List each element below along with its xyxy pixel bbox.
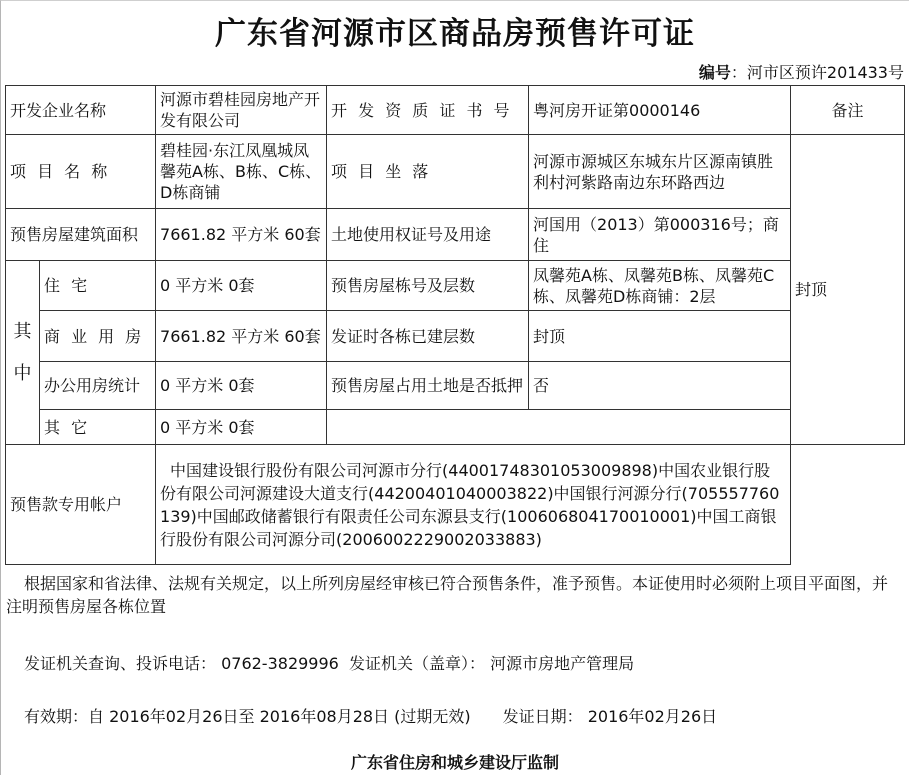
- account-value: 中国建设银行股份有限公司河源市分行(44001748301053009898)中国农业银行股份有限公司河源建设大道支行(44200401040003822)中国银行河源分行(705557760139)中国邮政储蓄银行有限责任公司东源县支行(100606804170010001)中国工商银行股份有限公司河源分司(2006002229002033883): [156, 445, 791, 565]
- of-which-text: 其中: [13, 320, 32, 384]
- building-no-label: 预售房屋栋号及层数: [327, 261, 529, 311]
- built-floors-value: 封顶: [529, 311, 791, 362]
- issue-date: 发证日期： 2016年02月26日: [502, 707, 718, 726]
- land-cert-label: 土地使用权证号及用途: [327, 209, 529, 261]
- empty-cell: [791, 445, 905, 565]
- row-commercial: [6, 311, 905, 362]
- mortgage-label: 预售房屋占用土地是否抵押: [327, 362, 529, 410]
- office-value: 0 平方米 0套: [156, 362, 327, 410]
- presale-area-label: 预售房屋建筑面积: [6, 209, 156, 261]
- document-number-value: ：河市区预许201433号: [730, 63, 904, 82]
- project-location-label: 项 目 坐 落: [327, 135, 529, 209]
- presale-area-value: 7661.82 平方米 60套: [156, 209, 327, 261]
- other-value: 0 平方米 0套: [156, 410, 327, 445]
- developer-value: 河源市碧桂园房地产开发有限公司: [156, 86, 327, 135]
- document-number: [699, 60, 904, 83]
- document-number-label: 编号: [698, 63, 731, 82]
- remarks-label: 备注: [791, 86, 905, 135]
- validity-line: [24, 705, 884, 728]
- row-residential: [6, 261, 905, 311]
- certificate-title: 广东省河源市区商品房预售许可证: [215, 16, 695, 52]
- project-location-value: 河源市源城区东城东片区源南镇胜利村河紫路南边东环路西边: [529, 135, 791, 209]
- validity-period: 有效期：自 2016年02月26日至 2016年08月28日 (过期无效): [24, 707, 471, 726]
- row-project: [6, 135, 905, 209]
- row-other: [6, 410, 905, 445]
- mortgage-value: 否: [529, 362, 791, 410]
- land-cert-value: 河国用（2013）第000316号；商住: [529, 209, 791, 261]
- other-label: 其 它: [40, 410, 156, 445]
- row-developer: [6, 86, 905, 135]
- footer-supervisor: 广东省住房和城乡建设厅监制: [350, 753, 559, 772]
- building-no-value: 凤馨苑A栋、凤馨苑B栋、凤馨苑C栋、凤馨苑D栋商铺：2层: [529, 261, 791, 311]
- notice-text: 根据国家和省法律、法规有关规定，以上所列房屋经审核已符合预售条件，准予预售。本证使用时必须附上项目平面图，并注明预售房屋各栋位置: [6, 574, 889, 616]
- empty-cell: [327, 410, 905, 445]
- remarks-value: 封顶: [791, 135, 905, 445]
- project-name-value: 碧桂园·东江凤凰城凤馨苑A栋、B栋、C栋、D栋商铺: [156, 135, 327, 209]
- certificate-table: [5, 85, 905, 565]
- row-account: [6, 445, 905, 565]
- residential-label: 住 宅: [40, 261, 156, 311]
- of-which-label: [6, 261, 40, 445]
- issuer-contact: 发证机关查询、投诉电话： 0762-3829996 发证机关（盖章）： 河源市房地产管理局: [24, 654, 635, 673]
- office-label: 办公用房统计: [40, 362, 156, 410]
- built-floors-label: 发证时各栋已建层数: [327, 311, 529, 362]
- qualification-label: 开 发 资 质 证 书 号: [327, 86, 529, 135]
- qualification-value: 粤河房开证第0000146: [529, 86, 791, 135]
- commercial-value: 7661.82 平方米 60套: [156, 311, 327, 362]
- row-office: [6, 362, 905, 410]
- project-name-label: 项 目 名 称: [6, 135, 156, 209]
- row-presale-area: [6, 209, 905, 261]
- residential-value: 0 平方米 0套: [156, 261, 327, 311]
- commercial-label: 商 业 用 房: [40, 311, 156, 362]
- account-label: 预售款专用帐户: [6, 445, 156, 565]
- developer-label: 开发企业名称: [6, 86, 156, 135]
